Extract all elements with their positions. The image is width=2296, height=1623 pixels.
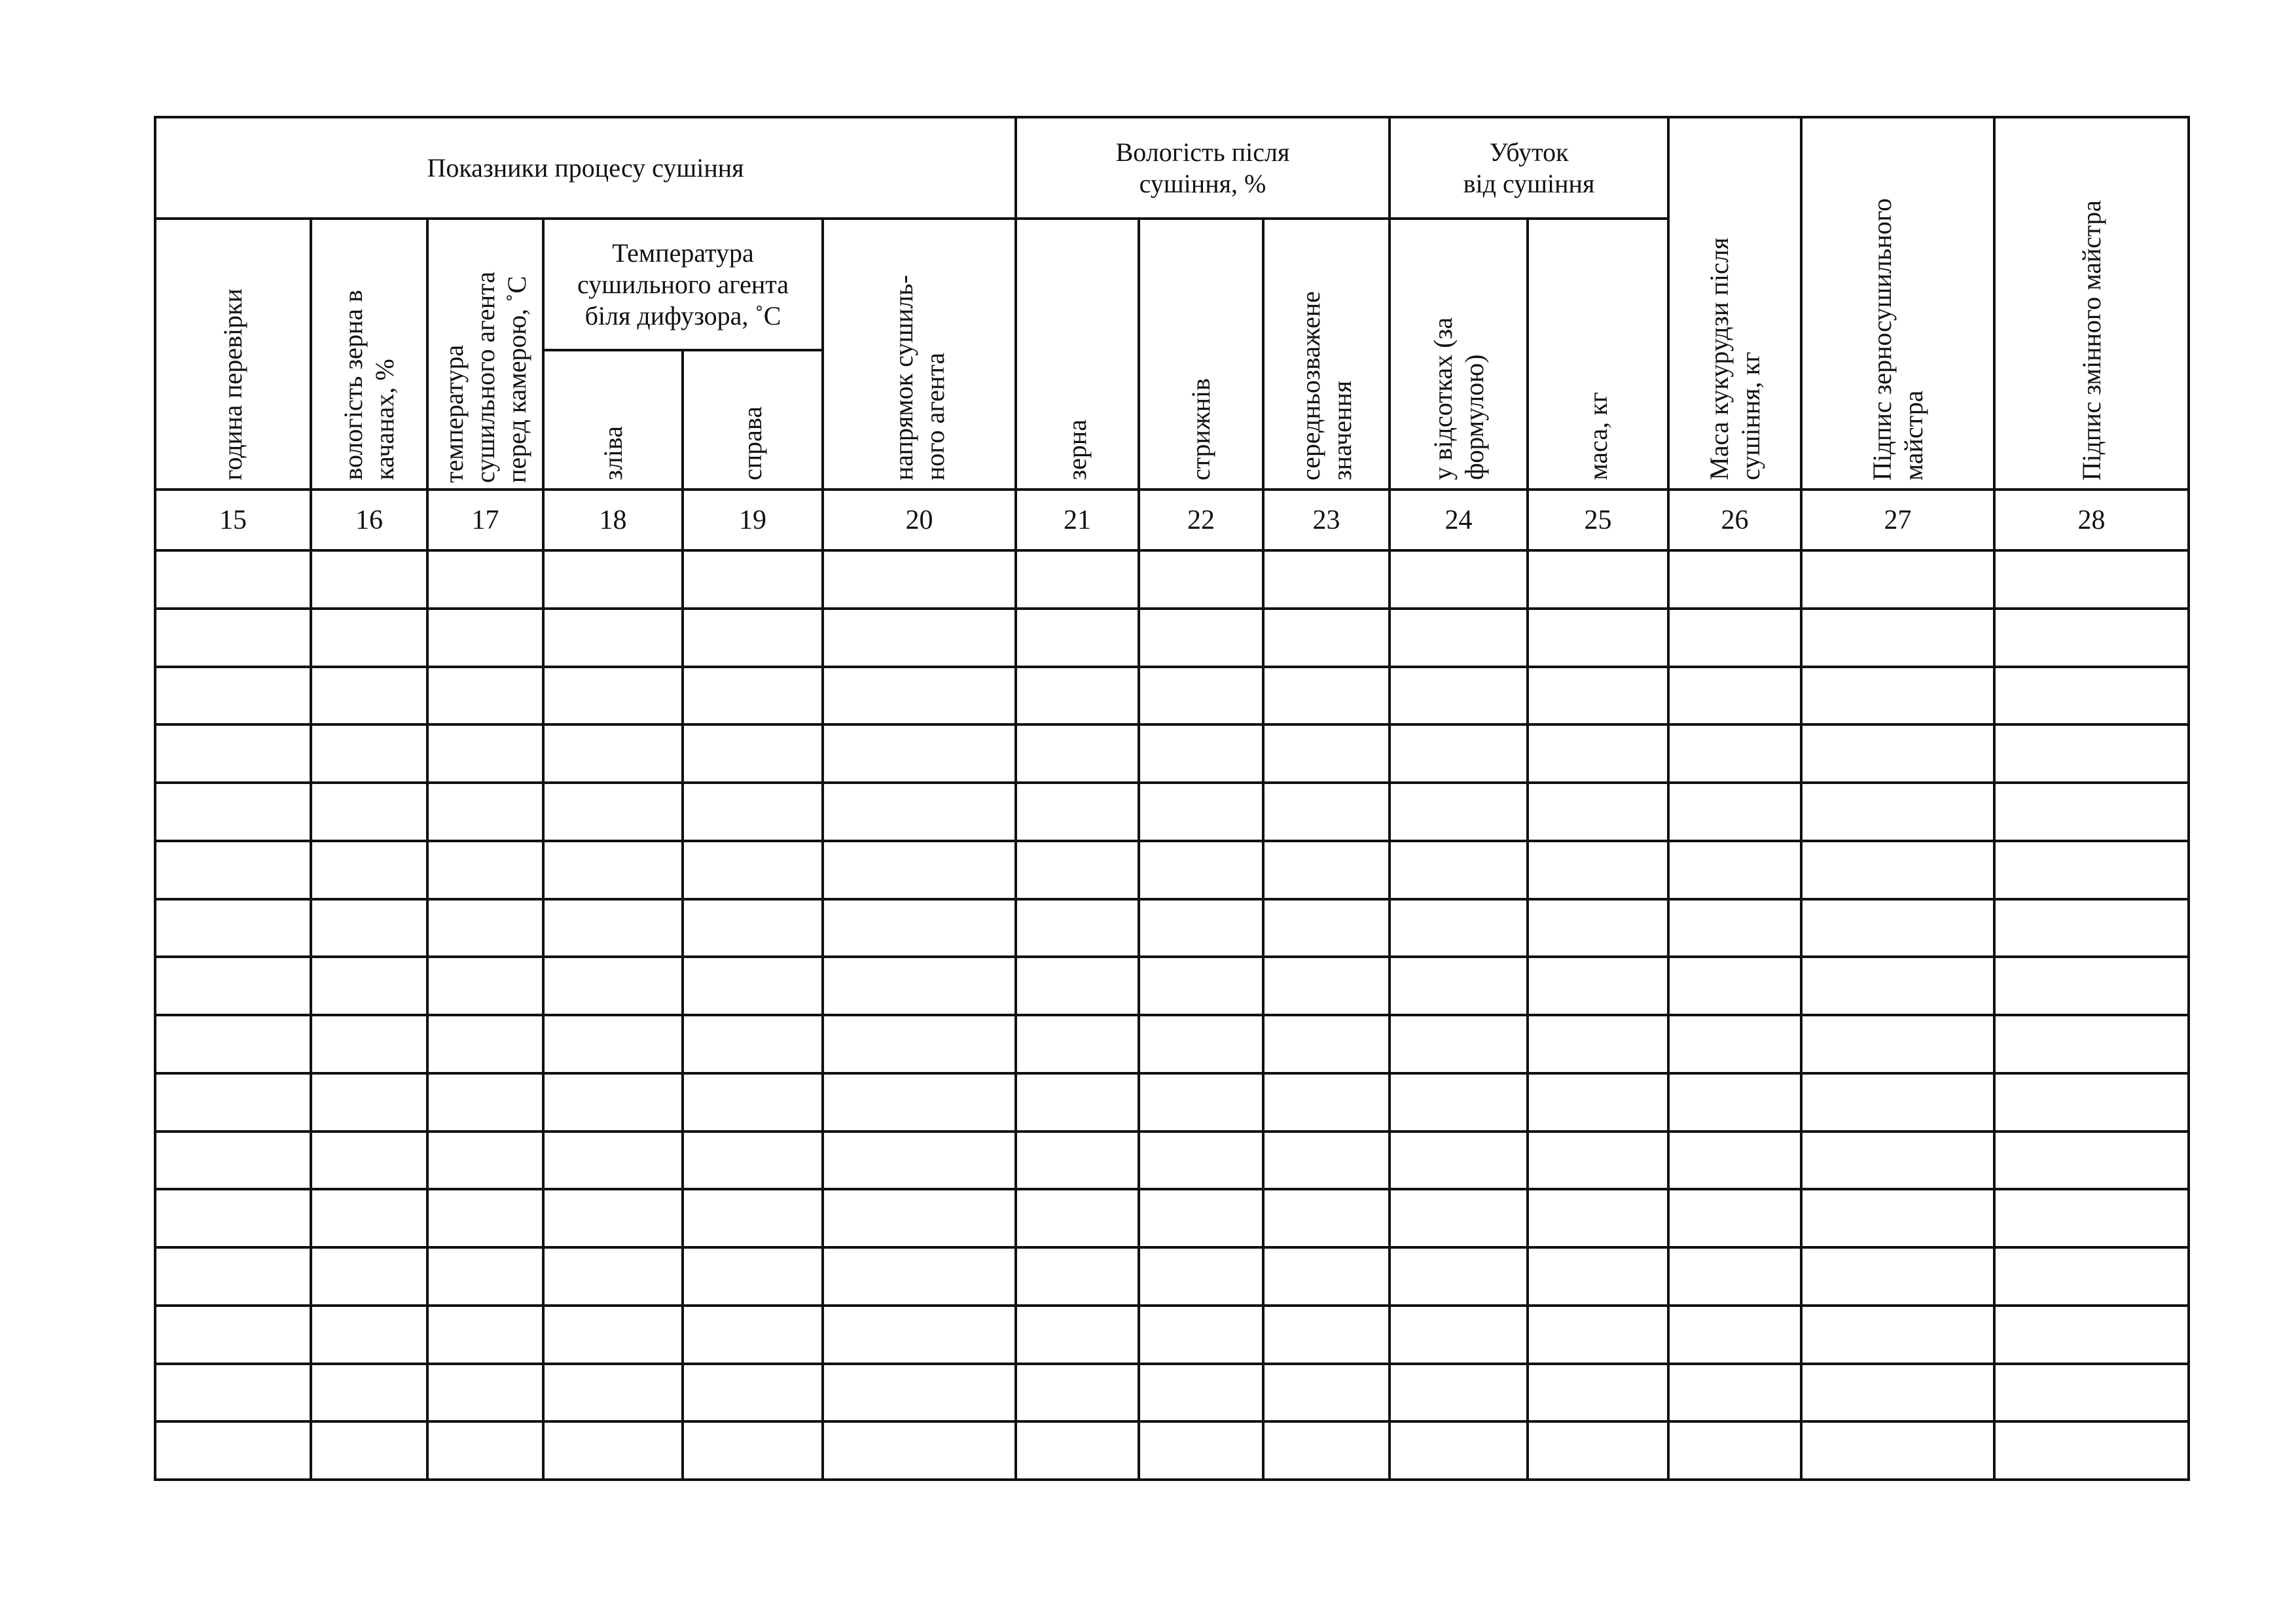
column-number-21-text: 21	[1064, 505, 1091, 535]
column-number-15-text: 15	[219, 505, 247, 535]
col-header-19-text: справа	[738, 406, 767, 480]
column-number-17	[427, 490, 543, 550]
column-number-26	[1668, 490, 1801, 550]
group-header-loss-text: Убуток від сушіння	[1463, 137, 1595, 198]
column-number-19-text: 19	[739, 505, 766, 535]
column-number-22-text: 22	[1187, 505, 1215, 535]
group-header-temp-diffuser	[543, 219, 823, 350]
col-header-24	[1390, 219, 1528, 490]
column-number-23-text: 23	[1312, 505, 1340, 535]
col-header-16	[311, 219, 427, 490]
column-number-16-text: 16	[355, 505, 383, 535]
column-number-16	[311, 490, 427, 550]
col-header-19	[683, 350, 823, 490]
column-number-20-text: 20	[905, 505, 933, 535]
column-number-24-text: 24	[1444, 505, 1473, 535]
column-number-27-text: 27	[1884, 505, 1912, 535]
col-header-23	[1263, 219, 1390, 490]
column-number-23	[1263, 490, 1390, 550]
column-number-20	[823, 490, 1016, 550]
group-header-loss	[1390, 117, 1668, 219]
col-header-23-text: середньозважене значення	[1295, 291, 1357, 480]
group-header-process	[155, 117, 1016, 219]
col-header-26-text: Маса кукурудзи після сушіння, кг	[1704, 238, 1765, 480]
col-header-25-text: маса, кг	[1583, 392, 1613, 480]
column-number-28-text: 28	[2077, 505, 2106, 535]
col-header-27	[1801, 117, 1994, 490]
column-number-27	[1801, 490, 1994, 550]
column-number-28	[1994, 490, 2189, 550]
col-header-15-text: година перевірки	[218, 289, 247, 480]
column-number-25-text: 25	[1584, 505, 1612, 535]
column-number-21	[1016, 490, 1139, 550]
column-number-26-text: 26	[1721, 505, 1749, 535]
col-header-27-text: Підпис зерносушильного майстра	[1867, 198, 1928, 480]
column-number-17-text: 17	[471, 505, 499, 535]
col-header-26	[1668, 117, 1801, 490]
column-number-25	[1528, 490, 1668, 550]
col-header-20-text: напрямок сушиль- ного агента	[888, 274, 950, 480]
col-header-24-text: у відсотках (за формулою)	[1427, 317, 1489, 480]
column-number-15	[155, 490, 311, 550]
column-number-22	[1139, 490, 1263, 550]
col-header-15	[155, 219, 311, 490]
group-header-process-text: Показники процесу сушіння	[427, 152, 744, 183]
col-header-28-text: Підпис змінного майстра	[2076, 200, 2106, 480]
col-header-20	[823, 219, 1016, 490]
col-header-28	[1994, 117, 2189, 490]
column-number-24	[1390, 490, 1528, 550]
col-header-18	[543, 350, 683, 490]
col-header-22-text: стрижнів	[1186, 378, 1215, 480]
column-number-18	[543, 490, 683, 550]
col-header-17	[427, 219, 543, 490]
col-header-16-text: вологість зерна в качанах, %	[338, 290, 399, 480]
col-header-17-text: температура сушильного агента перед камерою, ˚С	[439, 272, 531, 483]
col-header-25	[1528, 219, 1668, 490]
group-header-moisture-after-text: Вологість після сушіння, %	[1115, 137, 1290, 198]
group-header-moisture-after	[1016, 117, 1390, 219]
col-header-18-text: зліва	[598, 426, 628, 480]
column-number-18-text: 18	[599, 505, 627, 535]
col-header-21-text: зерна	[1062, 419, 1092, 480]
group-header-temp-diffuser-text: Температура сушильного агента біля дифузора, ˚С	[577, 238, 789, 330]
column-number-19	[683, 490, 823, 550]
col-header-22	[1139, 219, 1263, 490]
col-header-21	[1016, 219, 1139, 490]
